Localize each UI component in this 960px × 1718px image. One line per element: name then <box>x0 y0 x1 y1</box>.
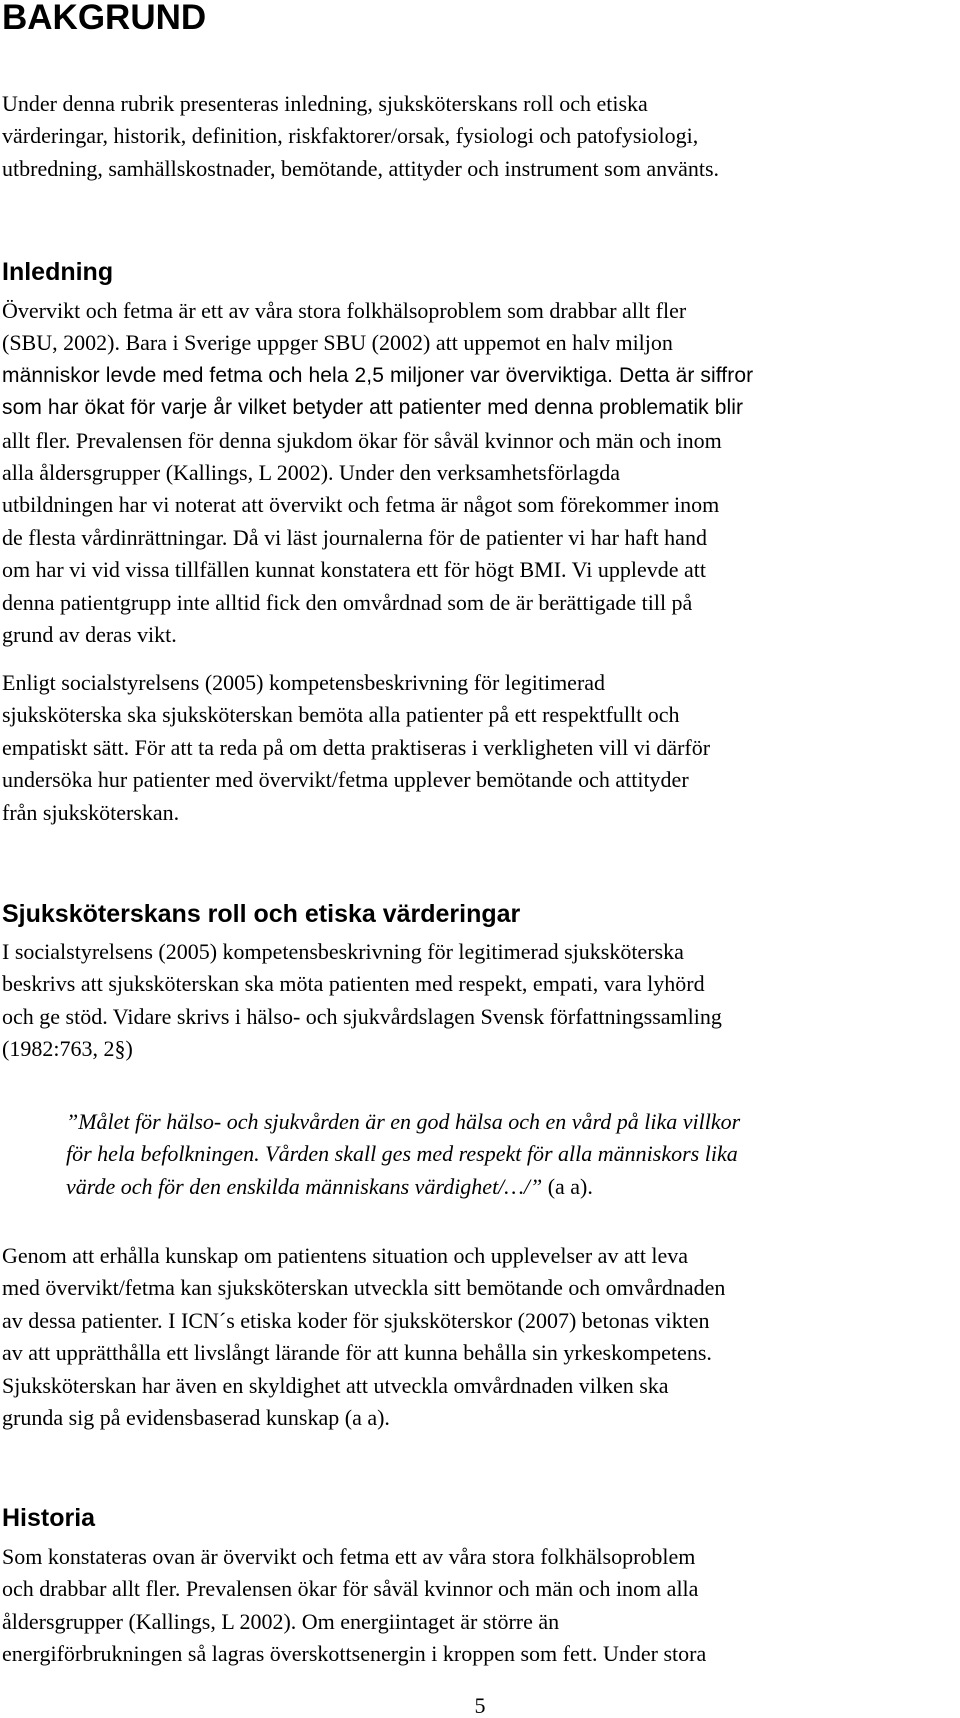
text-line: beskrivs att sjuksköterskan ska möta patienten med respekt, empati, vara lyhörd <box>2 971 705 997</box>
text-line: energiförbrukningen så lagras överskottsenergin i kroppen som fett. Under stora <box>2 1641 707 1667</box>
text-line: denna patientgrupp inte alltid fick den omvårdnad som de är berättigade till på <box>2 589 693 615</box>
quote-text: värde och för den enskilda människans värdighet/…/” <box>66 1173 543 1199</box>
text-line: Övervikt och fetma är ett av våra stora folkhälsoproblem som drabbar allt fler <box>2 298 687 323</box>
quote-line: ”Målet för hälso- och sjukvården är en god hälsa och en vård på lika villkor <box>66 1109 741 1134</box>
text-line: I socialstyrelsens (2005) kompetensbeskrivning för legitimerad sjuksköterska <box>2 939 684 964</box>
text-line: undersöka hur patienter med övervikt/fetma upplever bemötande och attityder <box>2 767 689 793</box>
text-line: utbredning, samhällskostnader, bemötande, attityder och instrument som använts. <box>2 155 720 181</box>
inledning-paragraph-1 <box>2 295 952 651</box>
text-line: åldersgrupper (Kallings, L 2002). Om energiintaget är större än <box>2 1608 560 1634</box>
text-line: (SBU, 2002). Bara i Sverige uppger SBU (2002) att uppemot en halv miljon <box>2 330 673 356</box>
text-line: som har ökat för varje år vilket betyder att patienter med denna problematik blir <box>2 396 744 420</box>
section-heading-roll: Sjuksköterskans roll och etiska värderingar <box>2 900 521 928</box>
text-line: utbildningen har vi noterat att övervikt och fetma är något som förekommer inom <box>2 492 720 518</box>
text-line: de flesta vårdinrättningar. Då vi läst journalerna för de patienter vi har haft hand <box>2 524 707 550</box>
page-number: 5 <box>474 1693 486 1718</box>
text-line: Genom att erhålla kunskap om patientens situation och upplevelser av att leva <box>2 1243 689 1268</box>
text-line: av dessa patienter. I ICN´s etiska koder för sjuksköterskor (2007) betonas vikten <box>2 1307 710 1333</box>
text-line: sjuksköterska ska sjuksköterskan bemöta alla patienter på ett respektfullt och <box>2 702 680 728</box>
text-line: Under denna rubrik presenteras inledning, sjuksköterskans roll och etiska <box>2 91 648 116</box>
roll-paragraph-1 <box>2 936 952 1066</box>
quote-citation: (a a). <box>542 1173 593 1199</box>
page-title: BAKGRUND <box>2 0 207 37</box>
text-line: Sjuksköterskan har även en skyldighet att utveckla omvårdnaden vilken ska <box>2 1372 669 1398</box>
quote-line <box>66 1171 956 1203</box>
text-line: Som konstateras ovan är övervikt och fetma ett av våra stora folkhälsoproblem <box>2 1544 696 1569</box>
text-line: av att upprätthålla ett livslångt lärande för att kunna behålla sin yrkeskompetens. <box>2 1340 712 1366</box>
text-line: (1982:763, 2§) <box>2 1036 133 1062</box>
text-line: människor levde med fetma och hela 2,5 miljoner var överviktiga. Detta är siffror <box>2 363 754 387</box>
text-line: om har vi vid vissa tillfällen kunnat konstatera ett för högt BMI. Vi upplevde att <box>2 557 706 583</box>
intro-paragraph <box>2 88 952 185</box>
text-line: alla åldersgrupper (Kallings, L 2002). Under den verksamhetsförlagda <box>2 459 621 485</box>
text-line: allt fler. Prevalensen för denna sjukdom ökar för såväl kvinnor och män och inom <box>2 427 722 453</box>
text-line: och drabbar allt fler. Prevalensen ökar för såväl kvinnor och män och inom alla <box>2 1576 699 1602</box>
section-heading-historia: Historia <box>2 1504 96 1532</box>
text-line: från sjuksköterskan. <box>2 799 180 825</box>
section-heading-inledning: Inledning <box>2 258 114 286</box>
text-line: med övervikt/fetma kan sjuksköterskan utveckla sitt bemötande och omvårdnaden <box>2 1275 726 1301</box>
text-line: värderingar, historik, definition, riskfaktorer/orsak, fysiologi och patofysiologi, <box>2 123 699 149</box>
inledning-paragraph-2 <box>2 667 952 829</box>
block-quote <box>66 1106 956 1203</box>
text-line: Enligt socialstyrelsens (2005) kompetensbeskrivning för legitimerad <box>2 670 606 695</box>
text-line: grund av deras vikt. <box>2 621 177 647</box>
text-line: grunda sig på evidensbaserad kunskap (a a). <box>2 1404 390 1430</box>
roll-paragraph-2 <box>2 1240 952 1434</box>
historia-paragraph-1 <box>2 1541 952 1671</box>
quote-line: för hela befolkningen. Vården skall ges med respekt för alla människors lika <box>66 1141 738 1167</box>
text-line: empatiskt sätt. För att ta reda på om detta praktiseras i verkligheten vill vi därför <box>2 734 711 760</box>
text-line: och ge stöd. Vidare skrivs i hälso- och sjukvårdslagen Svensk författningssamling <box>2 1003 722 1029</box>
